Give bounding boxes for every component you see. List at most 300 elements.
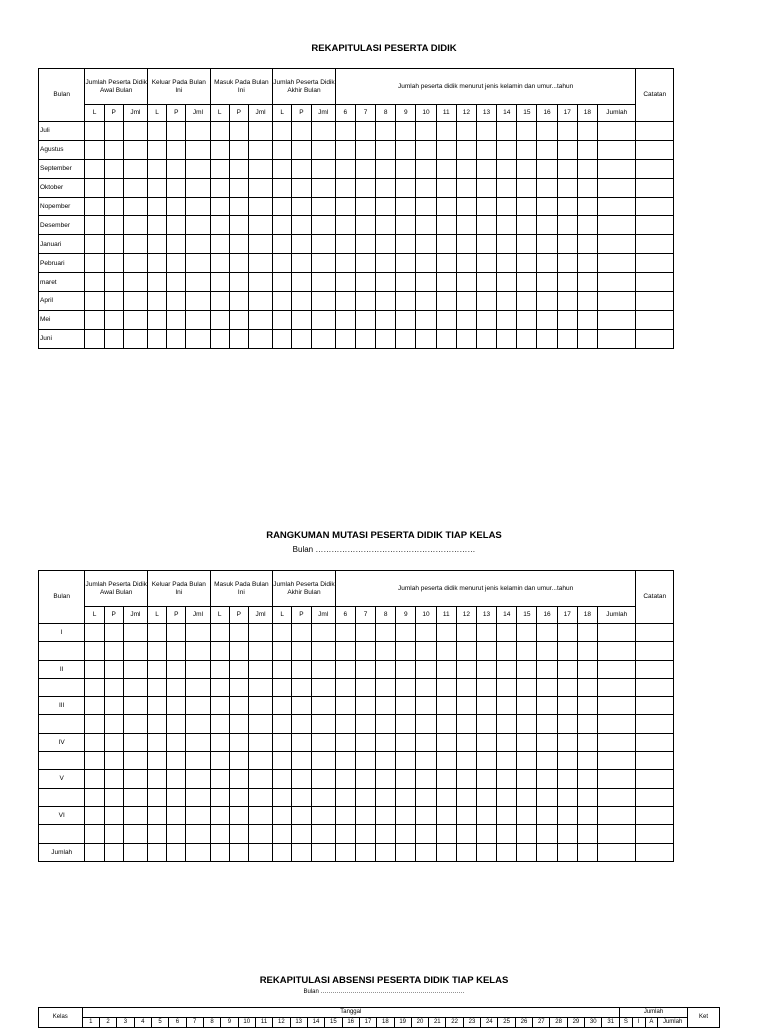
table-cell — [436, 197, 456, 216]
table-cell — [396, 624, 416, 642]
table-cell — [355, 660, 375, 678]
table-cell — [517, 715, 537, 733]
day-header: 10 — [238, 1018, 255, 1028]
age-header: 10 — [416, 607, 436, 624]
table-cell — [123, 624, 147, 642]
class-label: V — [39, 770, 85, 788]
table-cell — [248, 806, 272, 824]
table-cell — [436, 642, 456, 660]
table-cell — [292, 843, 311, 861]
table-cell — [517, 329, 537, 348]
table-cell — [476, 292, 496, 311]
table-cell — [104, 788, 123, 806]
table-cell — [292, 715, 311, 733]
table-cell — [476, 642, 496, 660]
table-cell — [104, 697, 123, 715]
table-cell — [186, 843, 210, 861]
table-cell — [85, 788, 104, 806]
table-cell — [376, 825, 396, 843]
table-cell — [517, 140, 537, 159]
table-cell — [537, 697, 557, 715]
day-header: 12 — [273, 1018, 290, 1028]
table-cell — [210, 159, 229, 178]
table-cell — [416, 254, 436, 273]
table-cell — [148, 292, 167, 311]
table-cell — [396, 660, 416, 678]
table-cell — [311, 660, 335, 678]
table-cell — [355, 273, 375, 292]
table-cell — [123, 715, 147, 733]
table-cell — [148, 733, 167, 751]
table-cell — [186, 806, 210, 824]
table-cell — [557, 624, 577, 642]
sub-header: P — [167, 105, 186, 122]
table-row — [39, 770, 674, 788]
table-cell — [597, 660, 635, 678]
table-cell — [273, 216, 292, 235]
table-cell — [416, 178, 436, 197]
sub-header: L — [85, 105, 104, 122]
table-cell — [396, 752, 416, 770]
table-cell — [557, 122, 577, 141]
table-cell — [229, 825, 248, 843]
table-cell — [577, 678, 597, 696]
table-cell — [186, 235, 210, 254]
day-header: 3 — [117, 1018, 134, 1028]
table-cell — [85, 697, 104, 715]
table-cell — [273, 733, 292, 751]
table-cell — [123, 843, 147, 861]
age-group-header: Jumlah peserta didik menurut jenis kelamin dan umur...tahun — [335, 69, 636, 105]
table-cell — [355, 752, 375, 770]
table-cell — [335, 122, 355, 141]
table-cell — [148, 235, 167, 254]
month-label: September — [39, 159, 85, 178]
table-cell — [248, 843, 272, 861]
table-cell — [229, 697, 248, 715]
table-cell — [292, 733, 311, 751]
table-cell — [597, 806, 635, 824]
table-cell — [123, 235, 147, 254]
table-cell — [355, 254, 375, 273]
table-cell — [229, 329, 248, 348]
table-cell — [376, 329, 396, 348]
table-cell — [248, 216, 272, 235]
table-cell — [476, 178, 496, 197]
table-cell — [335, 329, 355, 348]
table-cell — [396, 806, 416, 824]
table-cell — [577, 806, 597, 824]
table-cell — [416, 197, 436, 216]
table-cell — [577, 178, 597, 197]
table-cell — [167, 642, 186, 660]
table-cell — [557, 329, 577, 348]
table-cell — [148, 254, 167, 273]
table-row — [39, 159, 674, 178]
table-cell — [229, 770, 248, 788]
day-header: 23 — [463, 1018, 480, 1028]
day-header: 7 — [186, 1018, 203, 1028]
month-label: Pebruari — [39, 254, 85, 273]
sub-header: P — [292, 105, 311, 122]
table-cell — [436, 678, 456, 696]
table-cell — [148, 178, 167, 197]
table-cell — [85, 254, 104, 273]
table-cell — [355, 140, 375, 159]
table-cell — [167, 825, 186, 843]
age-header: 14 — [497, 607, 517, 624]
table-cell — [311, 806, 335, 824]
table-cell — [229, 806, 248, 824]
table-cell — [123, 197, 147, 216]
table-cell — [148, 697, 167, 715]
table-cell — [517, 273, 537, 292]
table-cell — [577, 715, 597, 733]
day-header: 30 — [585, 1018, 602, 1028]
table-cell — [577, 235, 597, 254]
table-cell — [597, 733, 635, 751]
table-cell — [248, 733, 272, 751]
table-cell — [416, 159, 436, 178]
month-label: Juli — [39, 122, 85, 141]
table-cell — [557, 310, 577, 329]
table-cell — [148, 329, 167, 348]
table-cell — [335, 642, 355, 660]
table-cell — [335, 235, 355, 254]
table-cell — [123, 660, 147, 678]
month-label: April — [39, 292, 85, 311]
table-cell — [123, 292, 147, 311]
table-cell — [557, 733, 577, 751]
table-cell — [497, 843, 517, 861]
table-cell — [497, 140, 517, 159]
day-header: 11 — [255, 1018, 272, 1028]
table-cell — [537, 715, 557, 733]
table-cell — [636, 216, 674, 235]
day-header: 1 — [82, 1018, 99, 1028]
table-cell — [416, 122, 436, 141]
table-cell — [396, 292, 416, 311]
table-cell — [273, 825, 292, 843]
table-cell — [273, 292, 292, 311]
table-cell — [597, 178, 635, 197]
table-cell — [335, 178, 355, 197]
student-recap-table — [38, 68, 674, 349]
table-cell — [355, 770, 375, 788]
table-cell — [186, 197, 210, 216]
table-cell — [292, 678, 311, 696]
age-header: 14 — [497, 105, 517, 122]
table-cell — [186, 715, 210, 733]
table-cell — [229, 310, 248, 329]
age-group-header: Jumlah peserta didik menurut jenis kelamin dan umur...tahun — [335, 571, 636, 607]
table-cell — [476, 254, 496, 273]
table-cell — [476, 715, 496, 733]
sub-header: Jml — [123, 607, 147, 624]
table-cell — [456, 697, 476, 715]
jumlah-sub-header: I — [632, 1018, 645, 1028]
table-cell — [456, 788, 476, 806]
table-cell — [396, 216, 416, 235]
month-label: Mei — [39, 310, 85, 329]
table-cell — [396, 122, 416, 141]
table-cell — [210, 254, 229, 273]
table-cell — [292, 329, 311, 348]
table-cell — [123, 733, 147, 751]
table-cell — [476, 806, 496, 824]
table-cell — [186, 273, 210, 292]
table-cell — [167, 310, 186, 329]
table-cell — [123, 770, 147, 788]
day-header: 17 — [359, 1018, 376, 1028]
table-cell — [248, 660, 272, 678]
total-label: Jumlah — [39, 843, 85, 861]
table-cell — [85, 292, 104, 311]
table-cell — [85, 752, 104, 770]
table-cell — [85, 642, 104, 660]
table-cell — [273, 770, 292, 788]
table-cell — [104, 733, 123, 751]
table-cell — [186, 178, 210, 197]
table-cell — [376, 159, 396, 178]
month-label: Desember — [39, 216, 85, 235]
table-cell — [311, 329, 335, 348]
sub-header: L — [273, 607, 292, 624]
table-cell — [104, 770, 123, 788]
table-cell — [167, 159, 186, 178]
table-cell — [376, 140, 396, 159]
table-cell — [85, 770, 104, 788]
age-header: 7 — [355, 105, 375, 122]
table-cell — [167, 197, 186, 216]
table-cell — [186, 140, 210, 159]
table-cell — [273, 310, 292, 329]
table-cell — [476, 788, 496, 806]
table-cell — [597, 329, 635, 348]
table-cell — [85, 624, 104, 642]
table-cell — [186, 825, 210, 843]
column-header-bulan: Bulan — [39, 571, 85, 624]
table-cell — [636, 660, 674, 678]
table-cell — [577, 197, 597, 216]
table-cell — [335, 254, 355, 273]
table-cell — [577, 825, 597, 843]
table-cell — [335, 770, 355, 788]
table-cell — [396, 197, 416, 216]
table-cell — [497, 733, 517, 751]
table-cell — [416, 660, 436, 678]
table-cell — [636, 715, 674, 733]
table-cell — [148, 678, 167, 696]
table-cell — [355, 122, 375, 141]
table-cell — [273, 235, 292, 254]
table-cell — [292, 624, 311, 642]
table-cell — [517, 310, 537, 329]
table-cell — [456, 197, 476, 216]
table-cell — [456, 806, 476, 824]
table-cell — [537, 752, 557, 770]
table-cell — [497, 310, 517, 329]
table-cell — [248, 770, 272, 788]
table-cell — [85, 140, 104, 159]
table-cell — [248, 788, 272, 806]
table-cell — [557, 235, 577, 254]
table-cell — [636, 843, 674, 861]
table-cell — [636, 140, 674, 159]
table-cell — [537, 216, 557, 235]
table-cell — [104, 806, 123, 824]
table-cell — [186, 122, 210, 141]
table-cell — [248, 329, 272, 348]
table-cell — [497, 715, 517, 733]
table-cell — [335, 310, 355, 329]
table-cell — [416, 843, 436, 861]
table-cell — [456, 310, 476, 329]
table-cell — [456, 235, 476, 254]
table-cell — [636, 197, 674, 216]
table-cell — [292, 806, 311, 824]
table-cell — [292, 310, 311, 329]
table-cell — [311, 825, 335, 843]
table-cell — [186, 770, 210, 788]
table-cell — [537, 788, 557, 806]
table-cell — [104, 642, 123, 660]
table-cell — [229, 216, 248, 235]
table-cell — [396, 733, 416, 751]
table-cell — [636, 273, 674, 292]
age-header: 11 — [436, 607, 456, 624]
table-cell — [273, 843, 292, 861]
table-cell — [148, 715, 167, 733]
table-cell — [537, 624, 557, 642]
table-cell — [436, 178, 456, 197]
table-cell — [229, 678, 248, 696]
table-cell — [229, 197, 248, 216]
table-cell — [210, 292, 229, 311]
table-cell — [229, 292, 248, 311]
table-cell — [292, 197, 311, 216]
table-cell — [210, 660, 229, 678]
table-cell — [577, 329, 597, 348]
table-cell — [497, 770, 517, 788]
attendance-recap-table — [38, 1007, 720, 1028]
table-cell — [186, 678, 210, 696]
table-cell — [229, 254, 248, 273]
table-cell — [557, 788, 577, 806]
table-cell — [636, 159, 674, 178]
table-cell — [335, 216, 355, 235]
table-cell — [248, 122, 272, 141]
table-cell — [123, 697, 147, 715]
age-header: 9 — [396, 105, 416, 122]
sub-header: L — [273, 105, 292, 122]
table-cell — [577, 770, 597, 788]
table-cell — [104, 216, 123, 235]
table-cell — [123, 752, 147, 770]
table-cell — [311, 678, 335, 696]
table-cell — [537, 642, 557, 660]
column-group-header: Jumlah Peserta Didik Akhir Bulan — [273, 69, 336, 105]
table-cell — [376, 235, 396, 254]
table-row — [39, 197, 674, 216]
day-header: 8 — [203, 1018, 220, 1028]
table-cell — [85, 159, 104, 178]
table-cell — [416, 752, 436, 770]
table-cell — [537, 159, 557, 178]
table-cell — [229, 235, 248, 254]
table-cell — [376, 660, 396, 678]
table-cell — [148, 159, 167, 178]
table-cell — [229, 660, 248, 678]
table-cell — [436, 159, 456, 178]
table-cell — [186, 733, 210, 751]
table-cell — [497, 235, 517, 254]
table-cell — [376, 292, 396, 311]
table-cell — [436, 843, 456, 861]
table-cell — [517, 660, 537, 678]
table-cell — [537, 292, 557, 311]
table-cell — [557, 642, 577, 660]
table-cell — [311, 122, 335, 141]
table-row — [39, 254, 674, 273]
table-cell — [577, 752, 597, 770]
table-cell — [517, 254, 537, 273]
column-header-kelas: Kelas — [39, 1008, 83, 1028]
column-group-header: Keluar Pada Bulan Ini — [148, 69, 211, 105]
table-cell — [229, 178, 248, 197]
table-cell — [537, 197, 557, 216]
table-cell — [104, 825, 123, 843]
day-header: 2 — [99, 1018, 116, 1028]
table-cell — [476, 216, 496, 235]
table-cell — [292, 660, 311, 678]
table-cell — [292, 788, 311, 806]
table-cell — [436, 660, 456, 678]
table-cell — [104, 235, 123, 254]
table-cell — [229, 715, 248, 733]
day-header: 29 — [567, 1018, 584, 1028]
sub-header: P — [229, 607, 248, 624]
table-cell — [210, 329, 229, 348]
table-cell — [416, 678, 436, 696]
table-cell — [167, 216, 186, 235]
table-cell — [517, 770, 537, 788]
table-cell — [476, 140, 496, 159]
table-cell — [311, 292, 335, 311]
month-label: Nopember — [39, 197, 85, 216]
table-cell — [577, 216, 597, 235]
table-cell — [436, 329, 456, 348]
jumlah-sub-header: S — [620, 1018, 633, 1028]
table-cell — [335, 197, 355, 216]
table-cell — [311, 197, 335, 216]
day-header: 6 — [169, 1018, 186, 1028]
table-cell — [148, 642, 167, 660]
table-cell — [597, 697, 635, 715]
table-cell — [456, 825, 476, 843]
table-cell — [85, 273, 104, 292]
table-cell — [376, 197, 396, 216]
table-cell — [167, 752, 186, 770]
table-cell — [376, 843, 396, 861]
table-cell — [355, 678, 375, 696]
table-cell — [436, 788, 456, 806]
table-cell — [557, 770, 577, 788]
table-cell — [497, 825, 517, 843]
sub-header: P — [229, 105, 248, 122]
sub-header: L — [210, 607, 229, 624]
table-cell — [167, 697, 186, 715]
